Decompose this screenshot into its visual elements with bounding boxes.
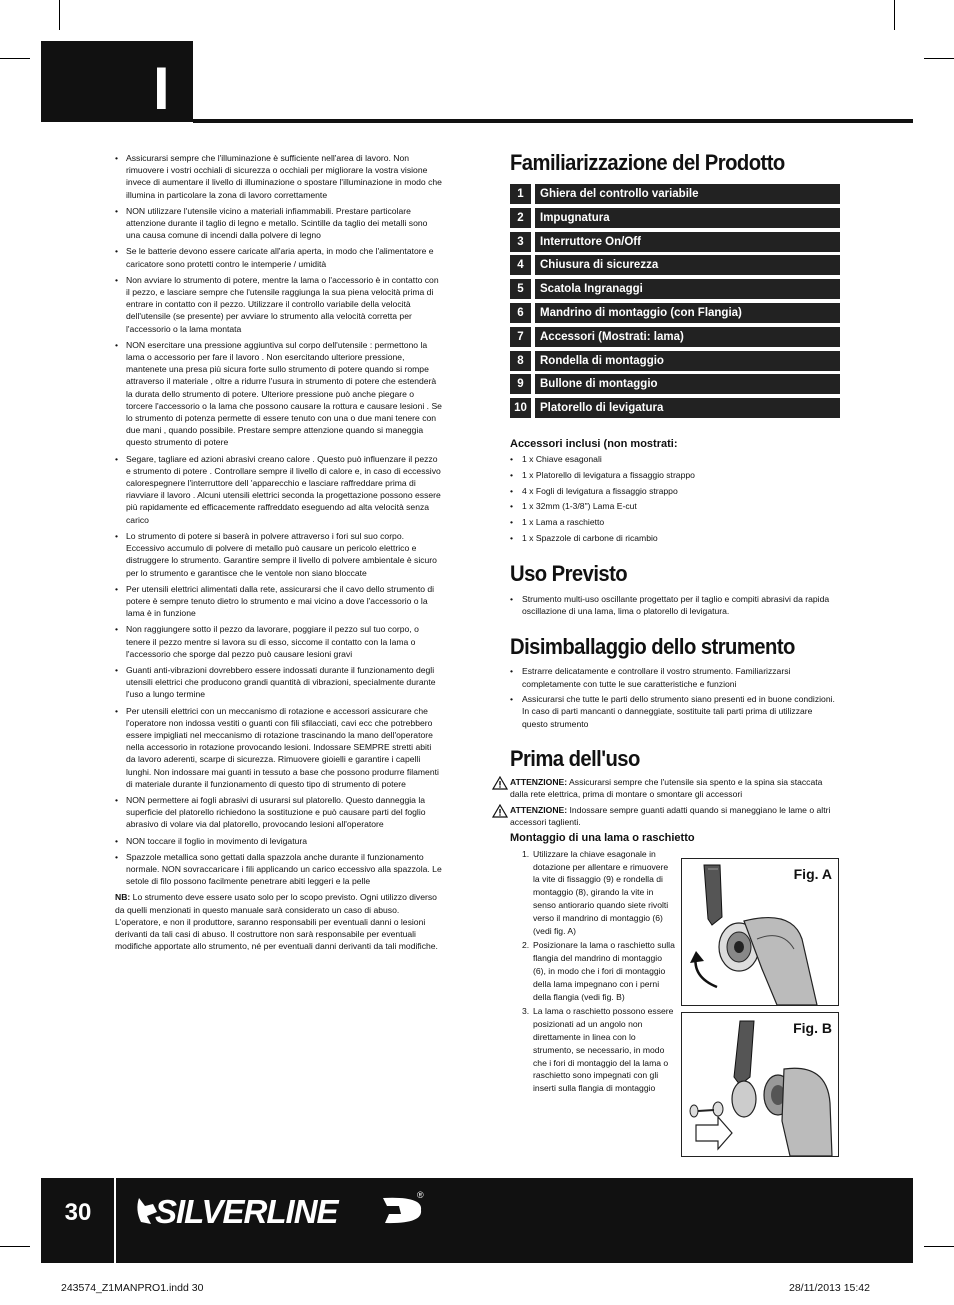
part-number: 2 [510, 208, 531, 228]
crop-mark [924, 1246, 954, 1247]
crop-mark [894, 0, 895, 30]
header-rule [193, 119, 913, 123]
step-number: 1. [522, 848, 530, 859]
safety-item: • Per utensili elettrici con un meccanismo di rotazione e accessori assicurare che l'operatore non indossa vestiti o guanti con fili sfilacciati, cavi ecc che potrebbero essere impigliati nel meccanismo di rotazione trascinando la mano dell'operatore nella accessorio in rotazione provocando lesioni. Indossare SEMPRE stretti abiti da lavoro aderenti, scarpe di sicurezza. Rimuovere gioielli e garantire i capelli lunghi. Non indossare mai guanti in tessuto a base che possono produrre filamenti di materiale durante il funzionamento di questo tipo di strumento di potere [115, 705, 442, 790]
note-text: Lo strumento deve essere usato solo per lo scopo previsto. Ogni utilizzo diverso da quelli menzionati in questo manuale sarà considerato un caso di abuso. L'operatore, e non il produttore, saranno responsabili per eventuali danni o lesioni derivanti da tali casi di abuso. Il costruttore non sarà responsabile per eventuali modifiche apportate allo strumento, né per eventuali danni derivanti da tali modifiche. [115, 892, 438, 952]
part-row [510, 184, 840, 204]
step-text: Posizionare la lama o raschietto sulla flangia del mandrino di montaggio (6), in modo che i fori di montaggio della lama impegnano con i perni della flangia (vedi fig. B) [533, 940, 675, 1002]
figure-b-label: Fig. B [793, 1020, 832, 1036]
page-number: 30 [64, 1199, 92, 1226]
part-number: 9 [510, 374, 531, 394]
safety-item: • Non raggiungere sotto il pezzo da lavorare, poggiare il pezzo sul tuo corpo, o tenere il pezzo mentre si lavora su di esso, siccome il contatto con la lama o l'accessorio che sporge dal pezzo può causare lesioni gravi [115, 623, 442, 660]
safety-item: • Se le batterie devono essere caricate all'aria aperta, in modo che l'alimentatore e caricatore sono protetti contro le intemperie / umidità [115, 245, 442, 269]
part-number: 10 [510, 398, 531, 418]
safety-item: • Guanti anti-vibrazioni dovrebbero essere indossati durante il funzionamento degli utensili elettrici che producono grandi quantità di vibrazioni, specialmente durante l'uso a lungo termine [115, 664, 442, 701]
part-number: 1 [510, 184, 531, 204]
note-label: NB: [115, 892, 131, 903]
step-text: Utilizzare la chiave esagonale in dotazione per allentare e rimuovere la vite di fissaggio (9) e rondella di montaggio (8), girando la vite in senso antiorario quando siete rivolti verso il mandrino di montaggio (6) (vedi fig. A) [533, 848, 669, 936]
warning-text: Indossare sempre guanti adatti quando si maneggiano le lame o altri accessori taglienti. [510, 804, 831, 827]
safety-item: • Per utensili elettrici alimentati dalla rete, assicurarsi che il cavo dello strumento di potere è sempre tenuto dietro lo strumento e mai vicino a dove l'accessorio o la lama è in funzione [115, 583, 442, 620]
part-row [510, 208, 840, 228]
part-number: 5 [510, 279, 531, 299]
language-code: I [153, 55, 170, 122]
part-label: Interruttore On/Off [535, 232, 840, 252]
part-row [510, 327, 840, 347]
language-tab [41, 41, 193, 122]
warnings [510, 776, 840, 828]
warning-text: Assicurarsi sempre che l'utensile sia spento e la spina sia staccata dalla rete elettrica, prima di montare o smontare gli accessori [510, 776, 823, 799]
warning-icon [492, 776, 508, 790]
part-label: Platorello di levigatura [535, 398, 840, 418]
accessory-item: • 1 x Platorello di levigatura a fissaggio strappo [510, 469, 840, 481]
intended-use-title: Uso Previsto [510, 560, 628, 586]
part-row [510, 279, 840, 299]
parts-list [510, 184, 840, 418]
accessory-item: • 1 x Lama a raschietto [510, 516, 840, 528]
familiarisation-title: Familiarizzazione del Prodotto [510, 150, 785, 175]
svg-text:SILVERLINE: SILVERLINE [155, 1193, 338, 1230]
part-number: 7 [510, 327, 531, 347]
accessory-item: • 1 x 32mm (1-3/8") Lama E-cut [510, 500, 840, 512]
figure-a [681, 858, 839, 1006]
mounting-step [522, 939, 676, 1003]
safety-item: • NON utilizzare l'utensile vicino a materiali infiammabili. Prestare particolare attenzione durante il taglio di legno e metallo. Scintille da taglio dei metalli sono una causa comune di incendi dalla polvere di legno [115, 205, 442, 242]
warning-item [510, 776, 840, 800]
part-row [510, 303, 840, 323]
figure-b [681, 1012, 839, 1157]
unpacking-item: • Assicurarsi che tutte le parti dello strumento siano presenti ed in buone condizioni. In caso di parti mancanti o danneggiate, sostituite tali parti prima di utilizzare questo strumento [510, 693, 840, 730]
part-label: Mandrino di montaggio (con Flangia) [535, 303, 840, 323]
crop-mark [924, 58, 954, 59]
date-slug: 28/11/2013 15:42 [789, 1282, 870, 1294]
unpacking-list [510, 665, 840, 730]
footer-divider [114, 1178, 116, 1263]
figure-a-label: Fig. A [793, 866, 832, 882]
mounting-step [522, 848, 676, 938]
mounting-steps [522, 848, 676, 1095]
safety-item: • Assicurarsi sempre che l'illuminazione è sufficiente nell'area di lavoro. Non rimuovere i vostri occhiali di sicurezza o occhiali per migliorare la vostra visione invece di aumentare il livello di illuminazione o spostare l'illuminazione in modo che illumina in particolare la zona di lavoro correttamente [115, 152, 442, 201]
crop-mark [59, 0, 60, 30]
unpacking-title: Disimballaggio dello strumento [510, 634, 795, 660]
warning-item [510, 804, 840, 828]
crop-mark [0, 58, 30, 59]
file-slug: 243574_Z1MANPRO1.indd 30 [61, 1282, 204, 1294]
accessories-heading: Accessori inclusi (non mostrati: [510, 438, 678, 451]
intended-use-list [510, 593, 840, 617]
accessories-list [510, 453, 840, 544]
safety-list [115, 152, 442, 887]
part-row [510, 232, 840, 252]
unpacking-item: • Estrarre delicatamente e controllare il vostro strumento. Familiarizzarsi completamente con tutte le sue caratteristiche e funzioni [510, 665, 840, 689]
part-number: 4 [510, 255, 531, 275]
safety-item: • Lo strumento di potere si baserà in polvere attraverso i fori sul suo corpo. Eccessivo accumulo di polvere di metallo può causare un pericolo elettrico e distruggere lo strumento. Garantire sempre il livello di polvere ambientale è sicuro per lo strumento e garantisce che le ventole non siano bloccate [115, 530, 442, 579]
intended-use-item: • Strumento multi-uso oscillante progettato per il taglio e compiti abrasivi da rapida oscillazione di una lama, lima o platorello di levigatura. [510, 593, 840, 617]
mounting-heading: Montaggio di una lama o raschietto [510, 831, 695, 844]
part-label: Accessori (Mostrati: lama) [535, 327, 840, 347]
part-label: Ghiera del controllo variabile [535, 184, 840, 204]
warning-label: ATTENZIONE: [510, 776, 568, 787]
warning-icon [492, 804, 508, 818]
part-row [510, 374, 840, 394]
safety-item: • Spazzole metallica sono gettati dalla spazzola anche durante il funzionamento normale. NON sovraccaricare i fili applicando un carico eccessivo alla spazzola. Le setole di filo possono facilmente penetrare abiti leggeri e la pelle [115, 851, 442, 888]
step-number: 2. [522, 940, 530, 951]
safety-item: • Non avviare lo strumento di potere, mentre la lama o l'accessorio è in contatto con il pezzo, e lasciare sempre che l'utensile raggiunga la sua piena velocità prima di entrare in contatto con il pezzo. Utilizzare il controllo variabile della velocità dell'utensile (se presente) per avviare lo strumento alla velocità corretta per l'accessorio o la lama montata [115, 274, 442, 335]
safety-item: • Segare, tagliare ed azioni abrasivi creano calore . Questo può influenzare il pezzo e strumento di potere . Controllare sempre il livello di calore e, in caso di eccessivo calorespegnere l'interruttore dell 'apparecchio e lasciare raffreddare prima di riavviare il lavoro . Alcuni utensili elettrici seconda la progettazione possono essere più rapidamente ed efficacemente raffreddato eseguendo ad alta velocità senza carico [115, 453, 442, 526]
part-label: Bullone di montaggio [535, 374, 840, 394]
part-row [510, 255, 840, 275]
usage-note [115, 891, 442, 952]
part-label: Scatola Ingranaggi [535, 279, 840, 299]
before-use-title: Prima dell'uso [510, 745, 640, 771]
accessory-item: • 1 x Chiave esagonali [510, 453, 840, 465]
part-number: 8 [510, 351, 531, 371]
part-label: Impugnatura [535, 208, 840, 228]
registered-mark: ® [417, 1190, 424, 1200]
step-number: 3. [522, 1006, 530, 1017]
part-label: Rondella di montaggio [535, 351, 840, 371]
accessory-item: • 1 x Spazzole di carbone di ricambio [510, 532, 840, 544]
silverline-logo [133, 1190, 428, 1232]
step-text: La lama o raschietto possono essere posizionati ad un angolo non direttamente in linea con lo strumento, se necessario, in modo che i fori di montaggio del la lama o raschietto sono impegnati con gli inserti sulla flangia di montaggio [533, 1006, 674, 1094]
safety-column [115, 152, 442, 952]
accessory-item: • 4 x Fogli di levigatura a fissaggio strappo [510, 485, 840, 497]
part-row [510, 398, 840, 418]
safety-item: • NON permettere ai fogli abrasivi di usurarsi sul platorello. Questo danneggia la superficie del platorello richiedono la sostituzione e può causare parti del foglio abrasivo di volare via dal platorello, provocando lesioni all'operatore [115, 794, 442, 831]
part-number: 6 [510, 303, 531, 323]
safety-item: • NON esercitare una pressione aggiuntiva sul corpo dell'utensile : permettono la lama o accessorio per fare il lavoro . Non esercitando ulteriore pressione, mantenete una presa più sicura forte sullo strumento di potere quando si rompe attraverso il materiale , oltre a ridurre l'usura in strumento di potere che estenderà la durata dello strumento di potere. Ulteriore pressione può anche piegare o torcere l'accessorio o la lama che possono causare la rottura e causare lesioni . Se lo strumento di potenza permette di essere tenuto con una o due mani tenere con due mani , quando possibile. Prestare sempre attenzione quando si maneggia questo strumento di potere [115, 339, 442, 449]
safety-item: • NON toccare il foglio in movimento di levigatura [115, 835, 442, 847]
mounting-step [522, 1005, 676, 1095]
crop-mark [0, 1246, 30, 1247]
part-label: Chiusura di sicurezza [535, 255, 840, 275]
part-number: 3 [510, 232, 531, 252]
warning-label: ATTENZIONE: [510, 804, 568, 815]
part-row [510, 351, 840, 371]
